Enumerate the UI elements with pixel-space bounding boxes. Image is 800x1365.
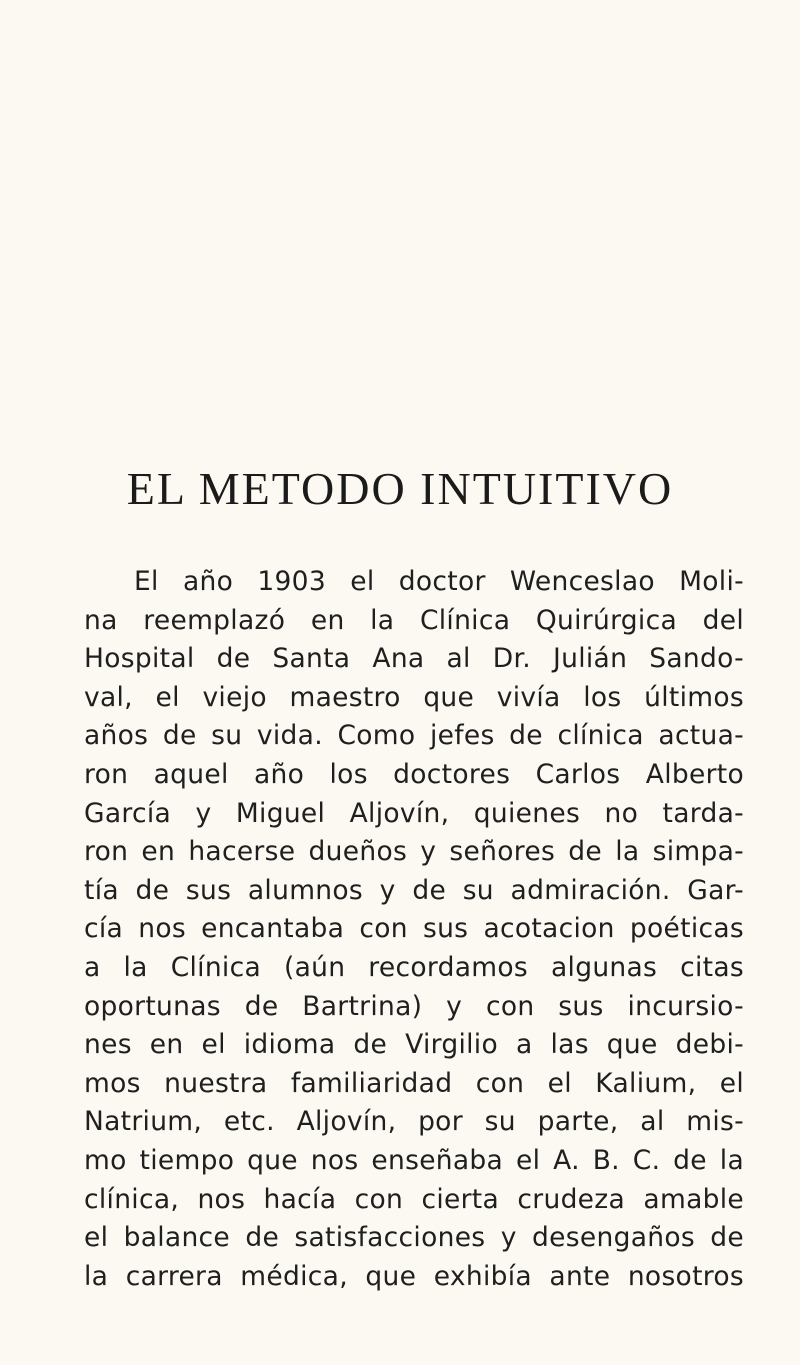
text-line: clínica, nos hacía con cierta crudeza amable bbox=[84, 1183, 744, 1215]
text-line: mos nuestra familiaridad con el Kalium, el bbox=[84, 1067, 744, 1099]
text-line: Natrium, etc. Aljovín, por su parte, al mis- bbox=[84, 1106, 744, 1138]
chapter-title: EL METODO INTUITIVO bbox=[126, 463, 674, 514]
text-line: García y Miguel Aljovín, quienes no tarda- bbox=[84, 797, 744, 829]
text-line: el balance de satisfacciones y desengaños de bbox=[84, 1222, 744, 1254]
text-line: cía nos encantaba con sus acotacion poéticas bbox=[84, 913, 744, 945]
text-line: nes en el idioma de Virgilio a las que debi- bbox=[84, 1029, 744, 1061]
text-line: oportunas de Bartrina) y con sus incursio- bbox=[84, 990, 744, 1022]
body-paragraph bbox=[84, 563, 744, 1296]
text-line: val, el viejo maestro que vivía los últimos bbox=[84, 681, 744, 713]
text-line: a la Clínica (aún recordamos algunas citas bbox=[84, 951, 744, 983]
text-line: ron en hacerse dueños y señores de la simpa- bbox=[84, 836, 744, 868]
text-line: ron aquel año los doctores Carlos Alberto bbox=[84, 758, 744, 790]
text-line: na reemplazó en la Clínica Quirúrgica del bbox=[84, 604, 744, 636]
text-line: El año 1903 el doctor Wenceslao Moli- bbox=[134, 566, 744, 597]
text-line: mo tiempo que nos enseñaba el A. B. C. de la bbox=[84, 1144, 744, 1176]
text-line: Hospital de Santa Ana al Dr. Julián Sando- bbox=[84, 643, 744, 675]
text-line: años de su vida. Como jefes de clínica actua- bbox=[84, 720, 744, 752]
text-line: tía de sus alumnos y de su admiración. Gar- bbox=[84, 874, 744, 906]
text-line: la carrera médica, que exhibía ante nosotros bbox=[84, 1260, 744, 1292]
